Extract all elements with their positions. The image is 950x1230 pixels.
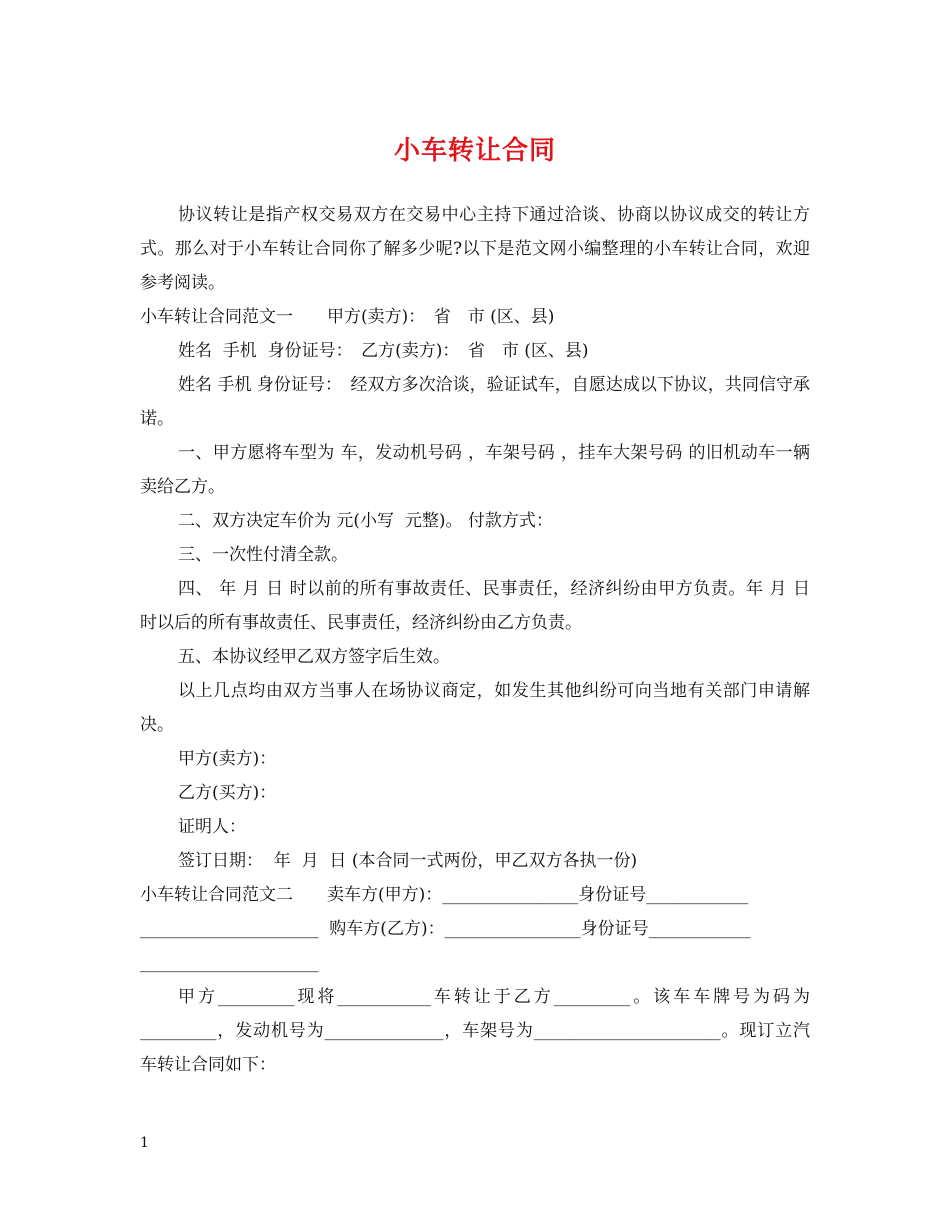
agreement-intro-paragraph: 姓名 手机 身份证号： 经双方多次洽谈，验证试车，自愿达成以下协议，共同信守承诺。 (140, 375, 810, 429)
sample-two-vehicle-paragraph: 甲方_________现将___________车转让于乙方_________。该车车牌号为码为_________，发动机号为______________，车架号为______________________。现订立汽车转让合同如下： (140, 987, 810, 1075)
page-number: 1 (140, 1135, 149, 1151)
sample-two-blank-line: _____________________ (140, 953, 319, 973)
sample-two-seller-line: 小车转让合同范文二 卖车方(甲方)：________________身份证号____________ (140, 885, 749, 905)
party-b-signature-line: 乙方(买方)： (178, 783, 277, 803)
dispute-clause: 以上几点均由双方当事人在场协议商定，如发生其他纠纷可向当地有关部门申请解决。 (140, 681, 810, 735)
document-body (140, 198, 810, 1082)
clause-five: 五、本协议经甲乙双方签字后生效。 (178, 647, 450, 667)
sample-one-party-a-line: 小车转让合同范文一 甲方(卖方)： 省 市 (区、县) (140, 307, 555, 327)
intro-paragraph: 协议转让是指产权交易双方在交易中心主持下通过洽谈、协商以协议成交的转让方式。那么对于小车转让合同你了解多少呢?以下是范文网小编整理的小车转让合同，欢迎参考阅读。 (140, 205, 810, 293)
party-a-signature-line: 甲方(卖方)： (178, 749, 277, 769)
clause-four: 四、 年 月 日 时以前的所有事故责任、民事责任，经济纠纷由甲方负责。年 月 日 时以后的所有事故责任、民事责任，经济纠纷由乙方负责。 (140, 579, 810, 633)
clause-two: 二、双方决定车价为 元(小写 元整)。 付款方式： (178, 511, 553, 531)
sample-two-buyer-line: _____________________ 购车方(乙方)：________________身份证号____________ (140, 919, 751, 939)
party-b-line: 姓名 手机 身份证号： 乙方(卖方)： 省 市 (区、县) (178, 341, 589, 361)
clause-three: 三、一次性付清全款。 (178, 545, 348, 565)
document-title: 小车转让合同 (393, 136, 556, 166)
witness-line: 证明人： (178, 817, 246, 837)
clause-one: 一、甲方愿将车型为 车，发动机号码 ，车架号码 ，挂车大架号码 的旧机动车一辆卖给乙方。 (140, 443, 810, 497)
signing-date-line: 签订日期： 年 月 日 (本合同一式两份，甲乙双方各执一份) (178, 851, 638, 871)
